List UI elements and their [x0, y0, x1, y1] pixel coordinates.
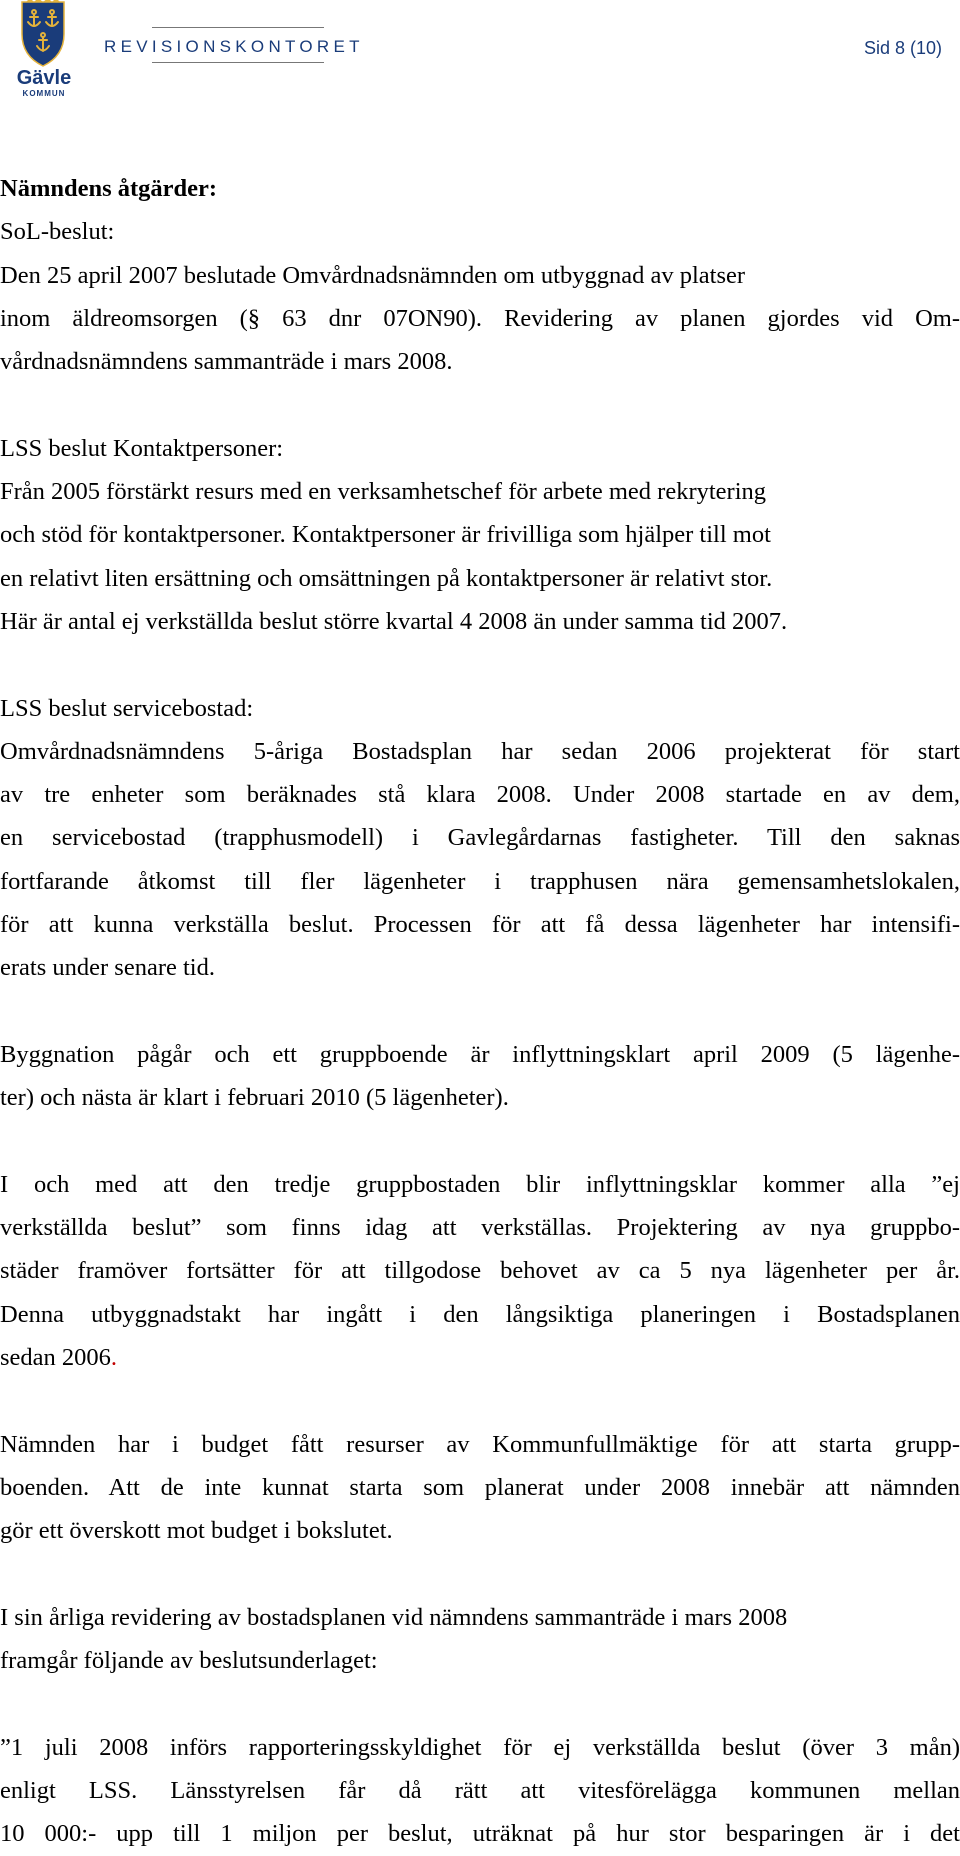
budget-line: Nämnden har i budget fått resurser av Kommunfullmäktige för att starta grupp-: [0, 1430, 960, 1458]
sol-label: SoL-beslut:: [0, 218, 115, 246]
sol-line: Den 25 april 2007 beslutade Omvårdnadsnämnden om utbyggnad av platser: [0, 261, 746, 289]
sol-line: inom äldreomsorgen (§ 63 dnr 07ON90). Revidering av planen gjordes vid Om-: [0, 304, 960, 332]
kontakt-line: och stöd för kontaktpersoner. Kontaktpersoner är frivilliga som hjälper till mot: [0, 521, 771, 549]
service-line: erats under senare tid.: [0, 954, 215, 982]
kontakt-label: LSS beslut Kontaktpersoner:: [0, 434, 284, 462]
budget-line: boenden. Att de inte kunnat starta som planerat under 2008 innebär att nämnden: [0, 1473, 960, 1501]
bygg-line: ter) och nästa är klart i februari 2010 (5 lägenheter).: [0, 1084, 509, 1112]
quote-line: 10 000:- upp till 1 miljon per beslut, uträknat på hur stor besparingen är i det: [0, 1820, 960, 1848]
tredje-last-text: sedan 2006: [0, 1344, 111, 1372]
tredje-last-line: [0, 1336, 960, 1379]
service-line: för att kunna verkställa beslut. Processen för att få dessa lägenheter har intensifi-: [0, 911, 960, 939]
tredje-line: verkställda beslut” som finns idag att verkställas. Projektering av nya gruppbo-: [0, 1214, 960, 1242]
section-heading: Nämndens åtgärder:: [0, 175, 218, 202]
gavle-kommun-logo: [12, 0, 74, 102]
logo-subtitle: KOMMUN: [22, 89, 66, 98]
sol-line: vårdnadsnämndens sammanträde i mars 2008.: [0, 348, 453, 376]
tredje-line: Denna utbyggnadstakt har ingått i den långsiktiga planeringen i Bostadsplanen: [0, 1300, 960, 1328]
tredje-line: städer framöver fortsätter för att tillgodose behovet av ca 5 nya lägenheter per år.: [0, 1257, 960, 1285]
revidering-line: framgår följande av beslutsunderlaget:: [0, 1647, 378, 1675]
service-line: av tre enheter som beräknades stå klara 2008. Under 2008 startade en av dem,: [0, 781, 960, 809]
budget-line: gör ett överskott mot budget i bokslutet.: [0, 1517, 393, 1545]
service-line: en servicebostad (trapphusmodell) i Gavlegårdarnas fastigheter. Till den saknas: [0, 824, 960, 852]
kontakt-line: Här är antal ej verkställda beslut större kvartal 4 2008 än under samma tid 2007.: [0, 607, 788, 635]
logo-wordmark: Gävle: [16, 67, 72, 89]
kontakt-line: en relativt liten ersättning och omsättningen på kontaktpersoner är relativt stor.: [0, 564, 773, 592]
service-line: Omvårdnadsnämndens 5-åriga Bostadsplan har sedan 2006 projekterat för start: [0, 737, 960, 765]
service-label: LSS beslut servicebostad:: [0, 694, 254, 722]
tredje-line: I och med att den tredje gruppbostaden blir inflyttningsklar kommer alla ”ej: [0, 1170, 960, 1198]
service-line: fortfarande åtkomst till fler lägenheter i trapphusen nära gemensamhetslokalen,: [0, 867, 960, 895]
red-period: .: [110, 1344, 118, 1372]
office-rule-top: [152, 27, 324, 28]
kontakt-line: Från 2005 förstärkt resurs med en verksamhetschef för arbete med rekrytering: [0, 478, 767, 506]
revidering-line: I sin årliga revidering av bostadsplanen vid nämndens sammanträde i mars 2008: [0, 1603, 788, 1631]
office-rule-bottom: [152, 62, 324, 63]
bygg-line: Byggnation pågår och ett gruppboende är inflyttningsklart april 2009 (5 lägenhe-: [0, 1040, 960, 1068]
coat-of-arms-icon: [12, 0, 74, 68]
quote-line: ”1 juli 2008 införs rapporteringsskyldighet för ej verkställda beslut (över 3 mån): [0, 1733, 960, 1761]
page-number: Sid 8 (10): [863, 38, 942, 58]
document-body: [0, 167, 960, 1856]
quote-line: enligt LSS. Länsstyrelsen får då rätt att vitesförelägga kommunen mellan: [0, 1776, 960, 1804]
page-header: [0, 0, 960, 110]
office-name: REVISIONSKONTORET: [104, 37, 364, 56]
